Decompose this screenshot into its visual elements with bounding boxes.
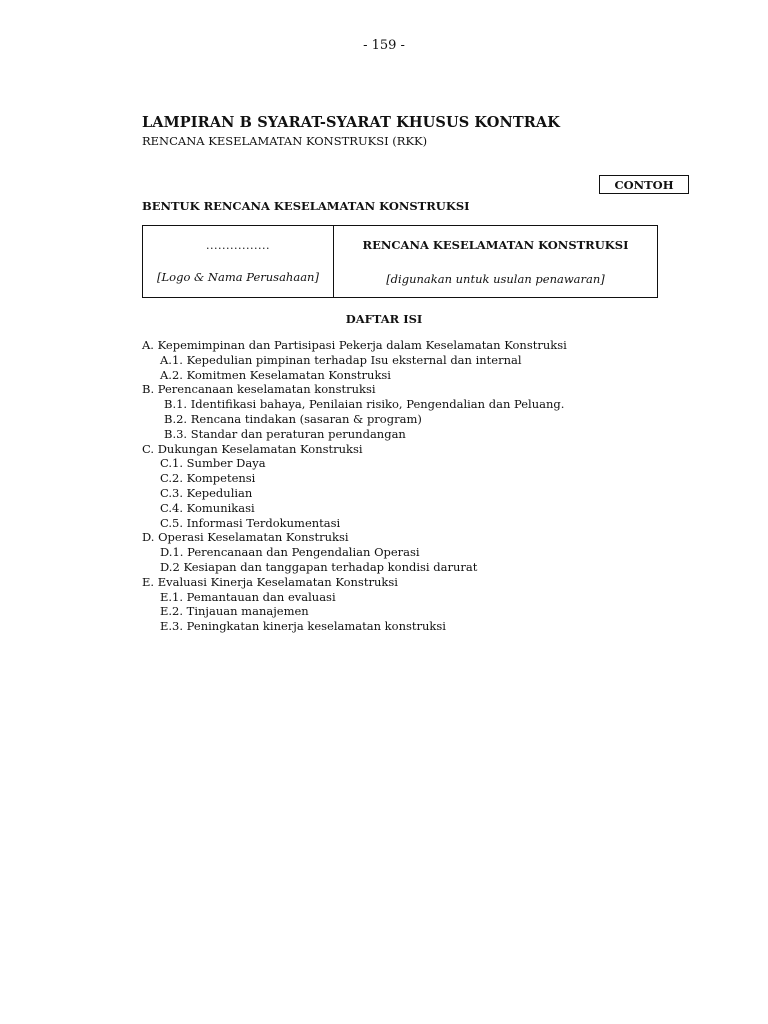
toc-item-b1: B.1. Identifikasi bahaya, Penilaian risiko, Pengendalian dan Peluang. xyxy=(164,397,565,412)
toc-item-e3: E.3. Peningkatan kinerja keselamatan konstruksi xyxy=(160,619,446,634)
example-badge xyxy=(599,175,689,194)
form-header-table xyxy=(142,225,658,298)
toc-item-c1: C.1. Sumber Daya xyxy=(160,456,266,471)
toc-heading: DAFTAR ISI xyxy=(345,312,423,326)
appendix-subtitle: RENCANA KESELAMATAN KONSTRUKSI (RKK) xyxy=(142,134,428,148)
toc-section-b: B. Perencanaan keselamatan konstruksi xyxy=(142,382,376,397)
page-number: - 159 - xyxy=(363,38,405,53)
toc-section-a: A. Kepemimpinan dan Partisipasi Pekerja dalam Keselamatan Konstruksi xyxy=(142,338,567,352)
appendix-title: LAMPIRAN B SYARAT-SYARAT KHUSUS KONTRAK xyxy=(142,114,560,131)
logo-label: [Logo & Nama Perusahaan] xyxy=(157,270,319,284)
table-of-contents xyxy=(142,338,567,634)
company-cell xyxy=(143,226,334,297)
toc-item-b3: B.3. Standar dan peraturan perundangan xyxy=(164,426,406,441)
plan-title: RENCANA KESELAMATAN KONSTRUKSI xyxy=(362,238,629,252)
toc-item-c3: C.3. Kepedulian xyxy=(160,485,253,500)
toc-section-d: D. Operasi Keselamatan Konstruksi xyxy=(142,530,349,545)
toc-item-b2: B.2. Rencana tindakan (sasaran & program) xyxy=(164,411,422,426)
toc-item-c4: C.4. Komunikasi xyxy=(160,500,255,515)
toc-item-c2: C.2. Kompetensi xyxy=(160,471,256,486)
toc-item-d1: D.1. Perencanaan dan Pengendalian Operasi xyxy=(160,545,420,560)
toc-item-d2: D.2 Kesiapan dan tanggapan terhadap kondisi darurat xyxy=(160,559,478,574)
toc-section-e: E. Evaluasi Kinerja Keselamatan Konstruksi xyxy=(142,574,398,589)
toc-item-e1: E.1. Pemantauan dan evaluasi xyxy=(160,589,336,604)
toc-item-a2: A.2. Komitmen Keselamatan Konstruksi xyxy=(160,367,391,382)
example-badge-label: CONTOH xyxy=(614,177,674,192)
toc-section-c: C. Dukungan Keselamatan Konstruksi xyxy=(142,441,363,456)
usage-note: [digunakan untuk usulan penawaran] xyxy=(386,272,605,286)
plan-title-cell xyxy=(334,226,657,297)
company-name-placeholder: ................ xyxy=(206,239,270,252)
toc-item-c5: C.5. Informasi Terdokumentasi xyxy=(160,515,341,530)
toc-item-e2: E.2. Tinjauan manajemen xyxy=(160,604,309,619)
toc-item-a1: A.1. Kepedulian pimpinan terhadap Isu eksternal dan internal xyxy=(160,352,522,367)
form-heading: BENTUK RENCANA KESELAMATAN KONSTRUKSI xyxy=(142,199,470,213)
